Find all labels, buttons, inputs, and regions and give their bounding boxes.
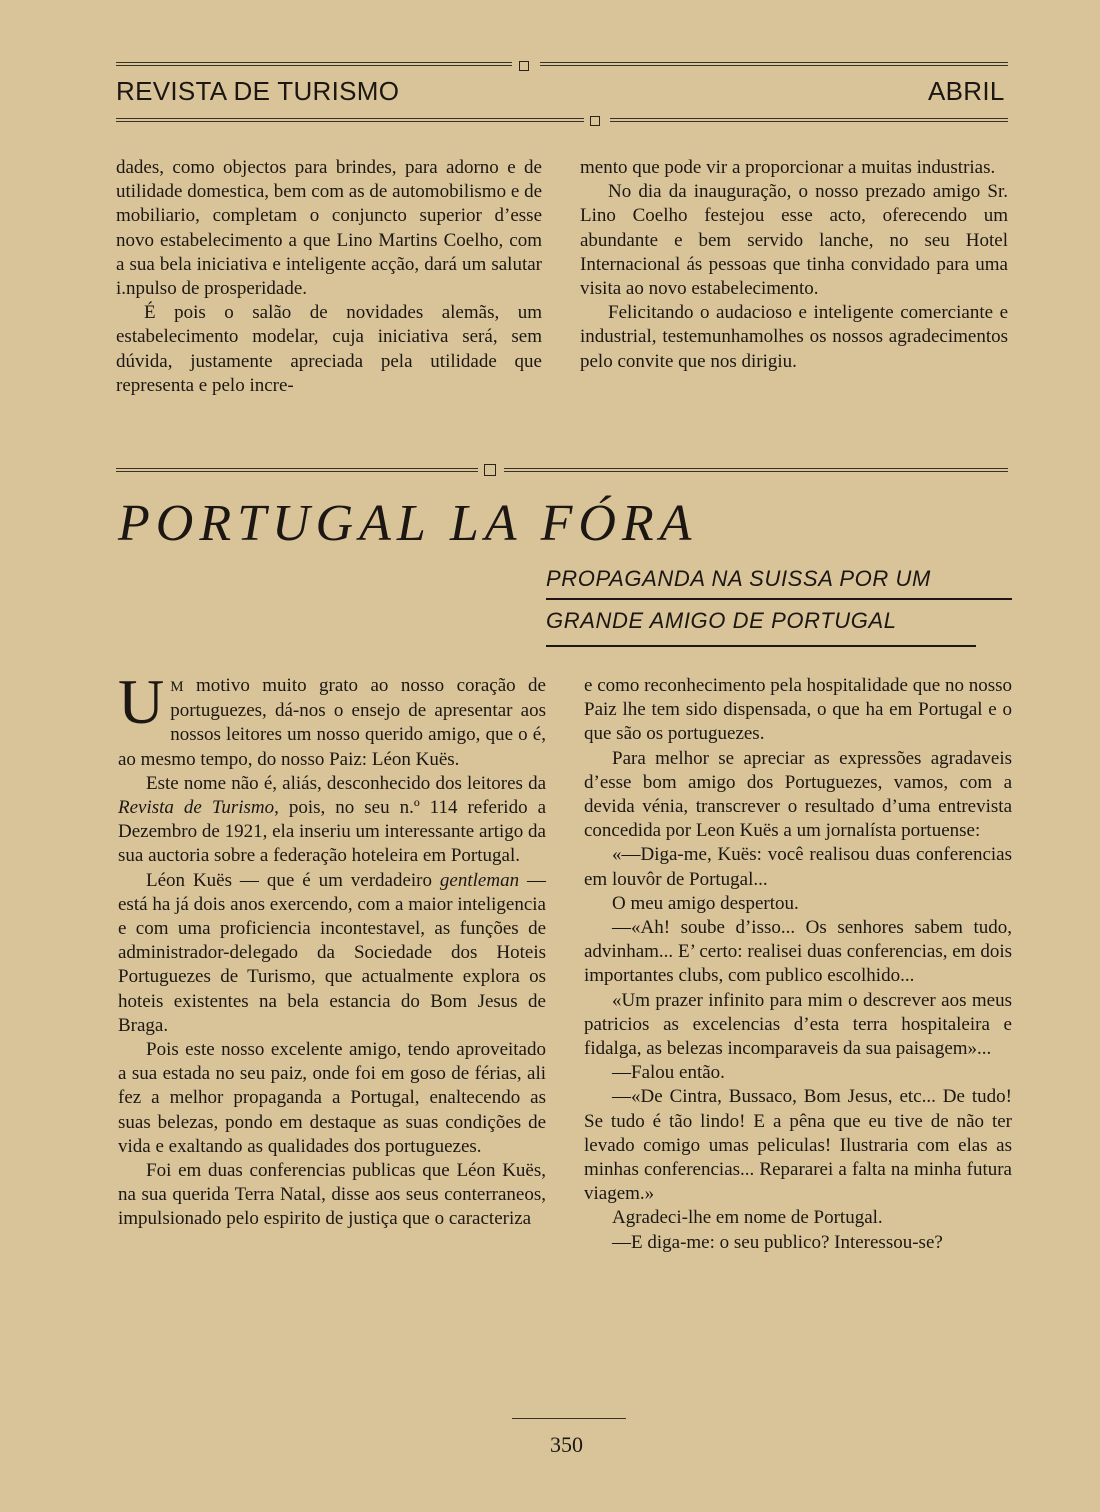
- paragraph-text: , pois, no seu n.º 114 referido a Dezembro de 1921, ela inseriu um interessante artigo da sua auctoria sobre a federação hoteleira em Portugal.: [118, 797, 547, 867]
- header-bottom-rule-left: [116, 118, 584, 122]
- paragraph: O meu amigo despertou.: [612, 892, 799, 914]
- paragraph: «—Diga-me, Kuës: você realisou duas conferencias em louvôr de Portugal...: [584, 844, 1012, 890]
- drop-cap: U: [118, 666, 165, 737]
- top-right-column: [580, 156, 1008, 374]
- subtitle-rule: [546, 598, 1012, 600]
- paragraph: Felicitando o audacioso e inteligente comerciante e industrial, testemunhamolhes os nossos agradecimentos pelo convite que nos dirigiu.: [580, 302, 1008, 372]
- article-subtitle-line-1: PROPAGANDA NA SUISSA POR UM: [546, 566, 931, 591]
- paragraph-text: Léon Kuës — que é um verdadeiro: [146, 869, 440, 891]
- paragraph: e como reconhecimento pela hospitalidade que no nosso Paiz lhe tem sido dispensada, o que ha em Portugal e o que são os portuguezes.: [584, 675, 1012, 745]
- header-bottom-rule-right: [610, 118, 1008, 122]
- paragraph: É pois o salão de novidades alemãs, um estabelecimento modelar, cuja iniciativa será, sem dúvida, justamente apreciada pela utilidade que representa e pelo incre-: [116, 302, 542, 396]
- paragraph-text: — está ha já dois anos exercendo, com a maior inteligencia e com uma proficiencia incontestavel, as funções de administrador-delegado da Sociedade dos Hoteis Portuguezes de Turismo, que actualmente explora os hoteis existentes na bela estancia do Bom Jesus de Braga.: [118, 869, 546, 1036]
- running-head-month: ABRIL: [928, 76, 1005, 106]
- running-head-title: REVISTA DE TURISMO: [116, 76, 400, 106]
- article-subtitle-line-2: GRANDE AMIGO DE PORTUGAL: [546, 608, 897, 633]
- paragraph: dades, como objectos para brindes, para adorno e de utilidade domestica, bem com as de automobilismo e de mobiliario, completam o conjuncto superior d’esse novo estabelecimento a que Lino Martins Coelho, com a sua bela iniciativa e inteligente acção, dará um salutar i.npulso de prosperidade.: [116, 157, 542, 300]
- ornament-square: [519, 61, 529, 71]
- top-left-column: [116, 156, 542, 398]
- paragraph-text: Este nome não é, aliás, desconhecido dos leitores da: [146, 772, 546, 794]
- paragraph: mento que pode vir a proporcionar a muitas industrias.: [580, 157, 996, 178]
- article-title: PORTUGAL LA FÓRA: [118, 495, 698, 552]
- paragraph-text: motivo muito grato ao nosso coração de portuguezes, dá-nos o ensejo de apresentar aos nossos leitores um nosso querido amigo, que o é, ao mesmo tempo, do nosso Paiz: Léon Kuës.: [118, 675, 546, 770]
- subtitle-rule: [546, 645, 976, 647]
- page-number: 350: [550, 1432, 583, 1457]
- paragraph: Agradeci-lhe em nome de Portugal.: [612, 1207, 883, 1229]
- paragraph: No dia da inauguração, o nosso prezado amigo Sr. Lino Coelho festejou esse acto, oferecendo um abundante e bem servido lanche, no seu Hotel Internacional ás pessoas que tinha convidado para uma visita ao novo estabelecimento.: [580, 181, 1008, 300]
- ornament-square: [484, 464, 496, 476]
- article-left-column: [118, 666, 547, 1232]
- article-right-column: [584, 674, 1012, 1255]
- paragraph: Pois este nosso excelente amigo, tendo aproveitado a sua estada no seu paiz, onde foi em goso de férias, ali fez a melhor propaganda a Portugal, enaltecendo as suas belezas, pondo em destaque as suas condições de vida e exaltando as qualidades dos portuguezes.: [118, 1039, 546, 1157]
- paragraph: [118, 772, 546, 869]
- paragraph: [118, 869, 546, 1038]
- italic-word: gentleman: [439, 869, 520, 891]
- paragraph: —Falou então.: [612, 1062, 725, 1084]
- ornament-square: [590, 116, 600, 126]
- paragraph: —E diga-me: o seu publico? Interessou-se?: [612, 1231, 943, 1253]
- footer-rule: [512, 1418, 626, 1419]
- paragraph: Foi em duas conferencias publicas que Léon Kuës, na sua querida Terra Natal, disse aos seus conterraneos, impulsionado pelo espirito de justiça que o caracteriza: [118, 1160, 546, 1230]
- section-divider-right: [504, 468, 1008, 472]
- section-divider-left: [116, 468, 478, 472]
- header-top-rule-left: [116, 62, 512, 66]
- paragraph: —«De Cintra, Bussaco, Bom Jesus, etc... De tudo! Se tudo é tão lindo! E a pêna que eu tive de não ter levado comigo umas peliculas! Ilustraria com elas as minhas conferencias... Repararei a falta na minha futura viagem.»: [584, 1086, 1012, 1205]
- paragraph: Para melhor se apreciar as expressões agradaveis d’esse bom amigo dos Portuguezes, vamos, com a devida vénia, transcrever o resultado d’uma entrevista concedida por Leon Kuës a um jornalísta portuense:: [584, 747, 1012, 842]
- header-top-rule-right: [540, 62, 1008, 66]
- paragraph: —«Ah! soube d’isso... Os senhores sabem tudo, advinham... E’ certo: realisei duas conferencias, em dois importantes clubs, com publico escolhido...: [584, 917, 1012, 987]
- magazine-name: Revista de Turismo: [118, 797, 275, 819]
- paragraph: «Um prazer infinito para mim o descrever aos meus patricios as excelencias d’esta terra hospitaleira e fidalga, as belezas incomparaveis da sua paisagem»...: [584, 989, 1012, 1060]
- paragraph: [118, 666, 546, 772]
- small-caps: M: [170, 679, 184, 695]
